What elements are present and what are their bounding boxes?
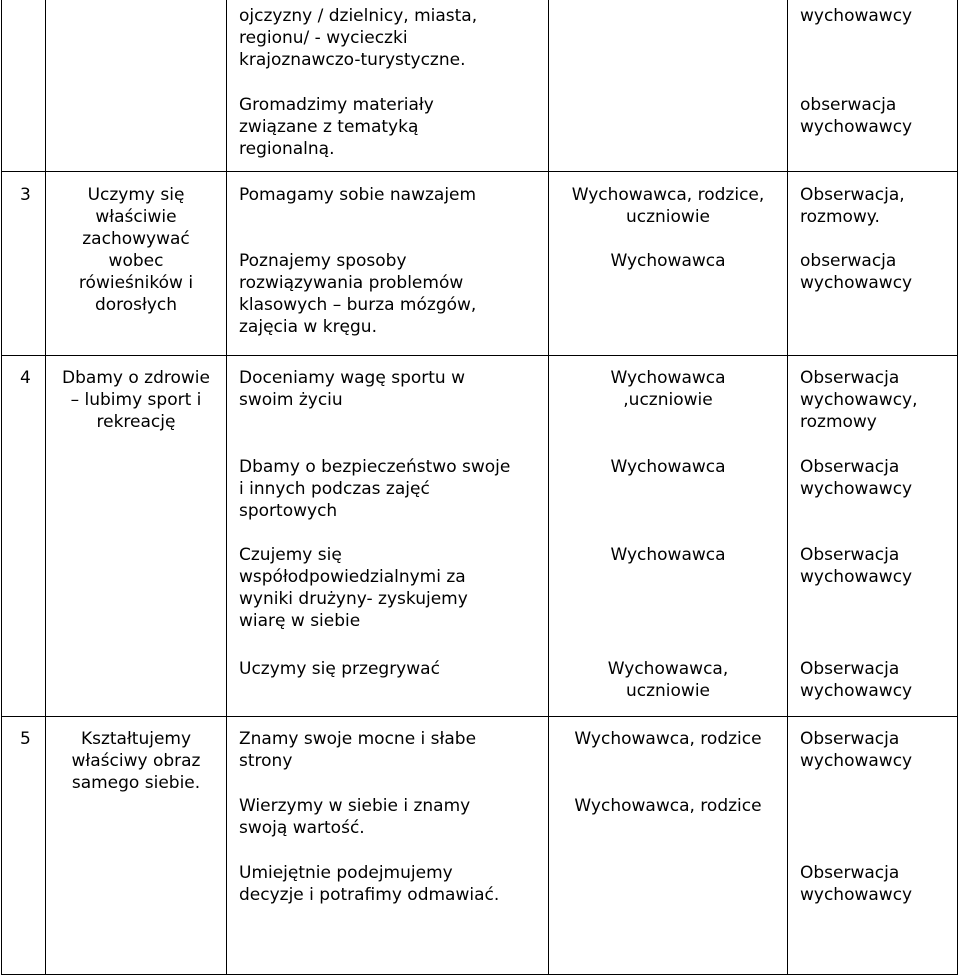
eval-line: rozmowy.	[800, 207, 880, 227]
goal-line: Uczymy się	[87, 185, 185, 205]
activity-line: wyniki drużyny- zyskujemy	[239, 589, 468, 609]
goal-line: rówieśników i	[78, 273, 194, 293]
activity-line: Znamy swoje mocne i słabe	[239, 729, 477, 749]
activity-line: Doceniamy wagę sportu w	[239, 368, 465, 388]
eval-line: wychowawcy	[800, 885, 913, 905]
activity-line: sportowych	[239, 501, 338, 521]
eval-line: Obserwacja	[800, 863, 900, 883]
eval-line: wychowawcy	[800, 273, 913, 293]
who-line: Wychowawca	[610, 368, 726, 388]
activity-line: decyzje i potrafimy odmawiać.	[239, 885, 500, 905]
who-line: Wychowawca	[610, 251, 726, 271]
goal-line: Kształtujemy	[80, 729, 192, 749]
col-line-0	[1, 0, 2, 975]
row-number: 3	[20, 185, 31, 205]
activity-line: swoim życiu	[239, 390, 343, 410]
activity-line: swoją wartość.	[239, 818, 365, 838]
goal-line: – lubimy sport i	[70, 390, 202, 410]
activity-line: strony	[239, 751, 293, 771]
activity-line: Czujemy się	[239, 545, 342, 565]
partial-activity-line: regionu/ - wycieczki	[239, 28, 408, 48]
who-line: Wychowawca, rodzice	[574, 796, 762, 816]
goal-line: wobec	[108, 251, 164, 271]
eval-line: wychowawcy	[800, 479, 913, 499]
partial-activity-line: ojczyzny / dzielnicy, miasta,	[239, 6, 478, 26]
activity-line: i innych podczas zajęć	[239, 479, 430, 499]
partial-activity-line: Gromadzimy materiały	[239, 95, 434, 115]
activity-line: Wierzymy w siebie i znamy	[239, 796, 471, 816]
eval-line: rozmowy	[800, 412, 877, 432]
who-line: Wychowawca, rodzice	[574, 729, 762, 749]
goal-line: samego siebie.	[71, 773, 201, 793]
row-line-1	[1, 171, 958, 172]
row-line-3	[1, 716, 958, 717]
who-line: ,uczniowie	[623, 390, 713, 410]
activity-line: Dbamy o bezpieczeństwo swoje	[239, 457, 511, 477]
col-line-3	[548, 0, 549, 975]
col-line-5	[957, 0, 958, 975]
goal-line: Dbamy o zdrowie	[62, 368, 210, 388]
partial-eval-line: wychowawcy	[800, 6, 913, 26]
eval-line: wychowawcy	[800, 567, 913, 587]
row-number: 4	[20, 368, 31, 388]
row-number: 5	[20, 729, 31, 749]
who-line: Wychowawca	[610, 545, 726, 565]
who-line: uczniowie	[625, 207, 711, 227]
row-line-4	[1, 974, 958, 975]
activity-line: Uczymy się przegrywać	[239, 659, 440, 679]
who-line: Wychowawca	[610, 457, 726, 477]
activity-line: Pomagamy sobie nawzajem	[239, 185, 477, 205]
eval-line: Obserwacja	[800, 545, 900, 565]
who-line: uczniowie	[625, 681, 711, 701]
eval-line: wychowawcy	[800, 681, 913, 701]
activity-line: zajęcia w kręgu.	[239, 317, 377, 337]
activity-line: Umiejętnie podejmujemy	[239, 863, 453, 883]
eval-line: wychowawcy	[800, 751, 913, 771]
eval-line: obserwacja	[800, 251, 897, 271]
partial-activity-line: krajoznawczo-turystyczne.	[239, 50, 466, 70]
goal-line: zachowywać	[82, 229, 190, 249]
partial-eval-line: wychowawcy	[800, 117, 913, 137]
eval-line: Obserwacja	[800, 659, 900, 679]
who-line: Wychowawca, rodzice,	[571, 185, 765, 205]
goal-line: dorosłych	[94, 295, 178, 315]
eval-line: Obserwacja,	[800, 185, 905, 205]
activity-line: rozwiązywania problemów	[239, 273, 464, 293]
partial-eval-line: obserwacja	[800, 95, 897, 115]
goal-line: właściwy obraz	[71, 751, 201, 771]
col-line-4	[787, 0, 788, 975]
activity-line: klasowych – burza mózgów,	[239, 295, 477, 315]
col-line-1	[45, 0, 46, 975]
col-line-2	[226, 0, 227, 975]
activity-line: współodpowiedzialnymi za	[239, 567, 466, 587]
eval-line: Obserwacja	[800, 457, 900, 477]
eval-line: Obserwacja	[800, 368, 900, 388]
eval-line: Obserwacja	[800, 729, 900, 749]
row-line-2	[1, 355, 958, 356]
partial-activity-line: związane z tematyką	[239, 117, 419, 137]
who-line: Wychowawca,	[607, 659, 729, 679]
activity-line: wiarę w siebie	[239, 611, 361, 631]
goal-line: właściwie	[95, 207, 177, 227]
goal-line: rekreację	[96, 412, 176, 432]
eval-line: wychowawcy,	[800, 390, 918, 410]
activity-line: Poznajemy sposoby	[239, 251, 407, 271]
partial-activity-line: regionalną.	[239, 139, 335, 159]
